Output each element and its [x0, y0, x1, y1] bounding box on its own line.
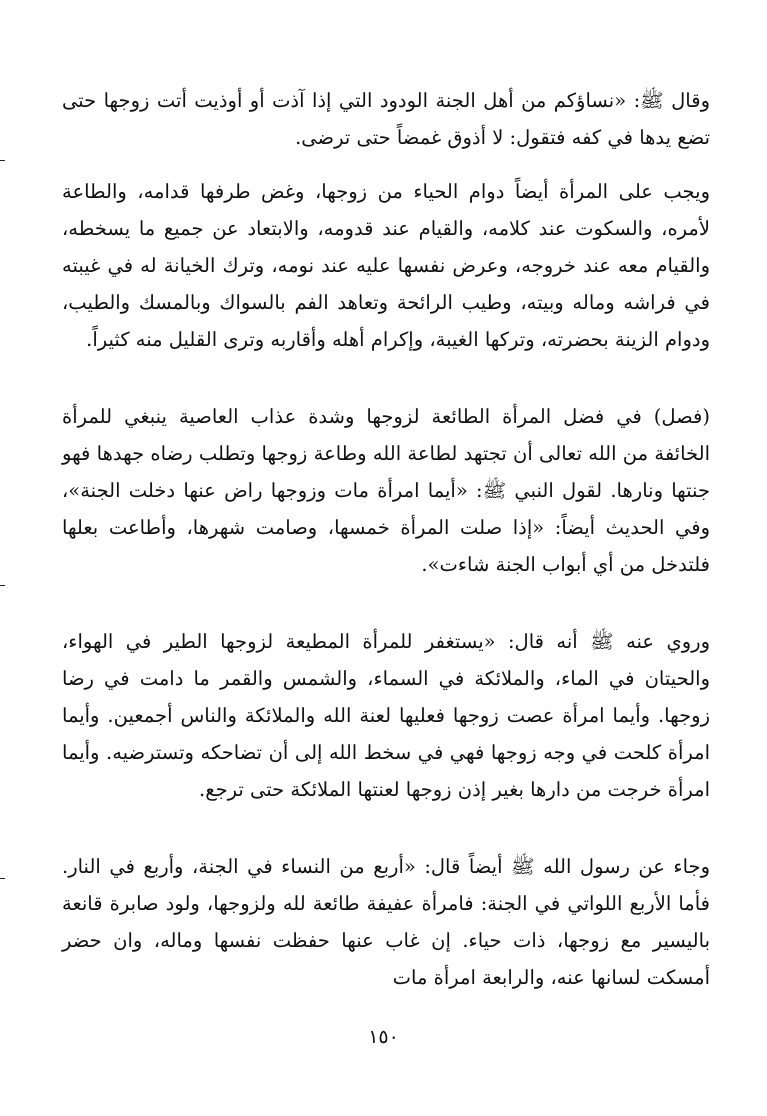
page-number: ١٥٠	[368, 1026, 399, 1048]
paragraph-text: (فصل) في فضل المرأة الطائعة لزوجها وشدة عذاب العاصية ينبغي للمرأة الخائفة من الله تعالى أن تجتهد لطاعة الله وطاعة زوجها وتطلب رضاه جهدها فهو جنتها ونارها. لقول النبي ﷺ: «أيما امرأة مات وزوجها راض عنها دخلت الجنة»، وفي الحديث أيضاً: «إذا صلت المرأة خمسها، وصامت شهرها، وأطاعت بعلها فلتدخل من أي أبواب الجنة شاءت».	[62, 405, 710, 576]
page-edge-mark	[0, 878, 5, 879]
page-edge-mark	[0, 585, 5, 586]
paragraph-2	[62, 173, 710, 358]
paragraph-1	[62, 82, 710, 156]
paragraph-text: وقال ﷺ: «نساؤكم من أهل الجنة الودود التي إذا آذت أو أوذيت أتت زوجها حتى تضع يدها في كفه فتقول: لا أذوق غمضاً حتى ترضى.	[62, 89, 710, 149]
page-edge-mark	[0, 160, 5, 161]
paragraph-4	[62, 623, 710, 808]
paragraph-3	[62, 398, 710, 583]
paragraph-text: وجاء عن رسول الله ﷺ أيضاً قال: «أربع من النساء في الجنة، وأربع في النار. فأما الأربع اللواتي في الجنة: فامرأة عفيفة طائعة لله ولزوجها، ولود صابرة قانعة باليسير مع زوجها، ذات حياء. إن غاب عنها حفظت نفسها وماله، وان حضر أمسكت لسانها عنه، والرابعة امرأة مات	[62, 855, 710, 989]
paragraph-text: وروي عنه ﷺ أنه قال: «يستغفر للمرأة المطيعة لزوجها الطير في الهواء، والحيتان في الماء، والملائكة في السماء، والشمس والقمر ما دامت في رضا زوجها. وأيما امرأة عصت زوجها فعليها لعنة الله والملائكة والناس أجمعين. وأيما امرأة كلحت في وجه زوجها فهي في سخط الله إلى أن تضاحكه وتسترضيه. وأيما امرأة خرجت من دارها بغير إذن زوجها لعنتها الملائكة حتى ترجع.	[62, 630, 710, 801]
paragraph-5	[62, 848, 710, 996]
paragraph-text: ويجب على المرأة أيضاً دوام الحياء من زوجها، وغض طرفها قدامه، والطاعة لأمره، والسكوت عند كلامه، والقيام عند قدومه، والابتعاد عن جميع ما يسخطه، والقيام معه عند خروجه، وعرض نفسها عليه عند نومه، وترك الخيانة له في غيبته في فراشه وماله وبيته، وطيب الرائحة وتعاهد الفم بالسواك وبالمسك والطيب، ودوام الزينة بحضرته، وتركها الغيبة، وإكرام أهله وأقاربه وترى القليل منه كثيراً.	[62, 180, 710, 351]
